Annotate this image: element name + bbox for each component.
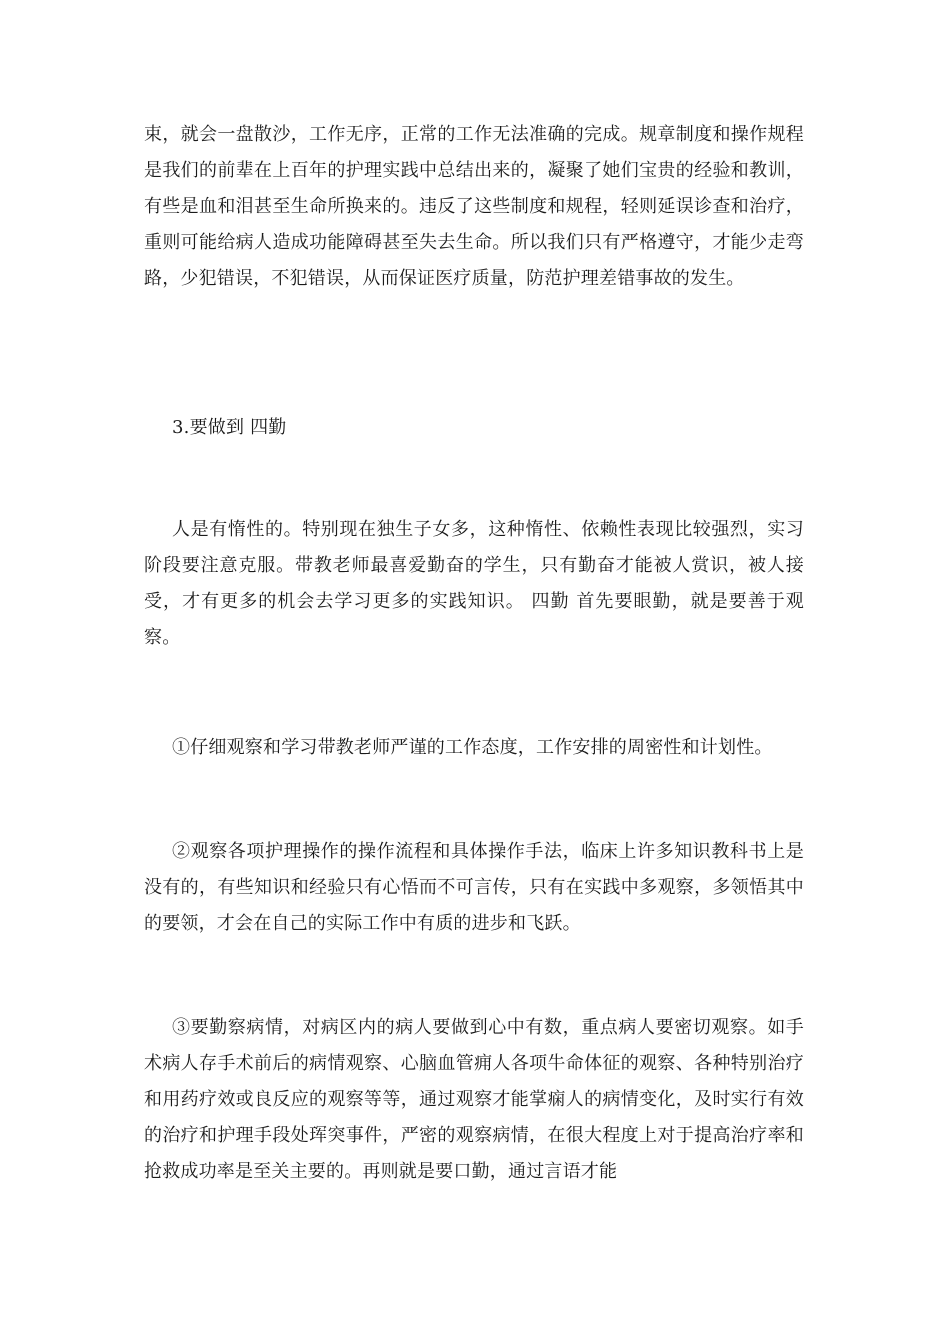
- paragraph-rules-importance: 束，就会一盘散沙，工作无序，正常的工作无法准确的完成。规章制度和操作规程是我们的前辈在上百年的护理实践中总结出来的，凝聚了她们宝贵的经验和教训，有些是血和泪甚至生命所换来的。违反了这些制度和规程，轻则延误诊查和治疗，重则可能给病人造成功能障碍甚至失去生命。所以我们只有严格遵守，才能少走弯路，少犯错误，不犯错误，从而保证医疗质量，防范护理差错事故的发生。: [144, 124, 804, 289]
- section-heading-four-diligences: 3.要做到 四勤: [172, 417, 287, 438]
- list-item-observe-conditions: ③要勤察病情，对病区内的病人要做到心中有数，重点病人要密切观察。如手术病人存手术前后的病情观察、心脑血管痈人各项牛命体征的观察、各种特别治疗和用药疗效或良反应的观察等等，通过观察才能掌痫人的病情变化，及时实行有效的治疗和护理手段处珲突事件，严密的观察病情，在很大程度上对于提高治疗率和抢救成功率是至关主要的。再则就是要口勤，通过言语才能: [144, 1017, 804, 1182]
- list-item-observe-procedures: ②观察各项护理操作的操作流程和具体操作手法，临床上许多知识教科书上是没有的，有些知识和经验只有心悟而不可言传，只有在实践中多观察，多领悟其中的要领，才会在自己的实际工作中有质的进步和飞跃。: [144, 841, 804, 934]
- list-item-observe-teacher: ①仔细观察和学习带教老师严谨的工作态度，工作安排的周密性和计划性。: [172, 737, 773, 758]
- paragraph-diligence-intro: 人是有惰性的。特别现在独生子女多，这种惰性、依赖性表现比较强烈，实习阶段要注意克服。带教老师最喜爱勤奋的学生，只有勤奋才能被人赏识，被人接受，才有更多的机会去学习更多的实践知识。 四勤 首先要眼勤，就是要善于观察。: [144, 519, 804, 648]
